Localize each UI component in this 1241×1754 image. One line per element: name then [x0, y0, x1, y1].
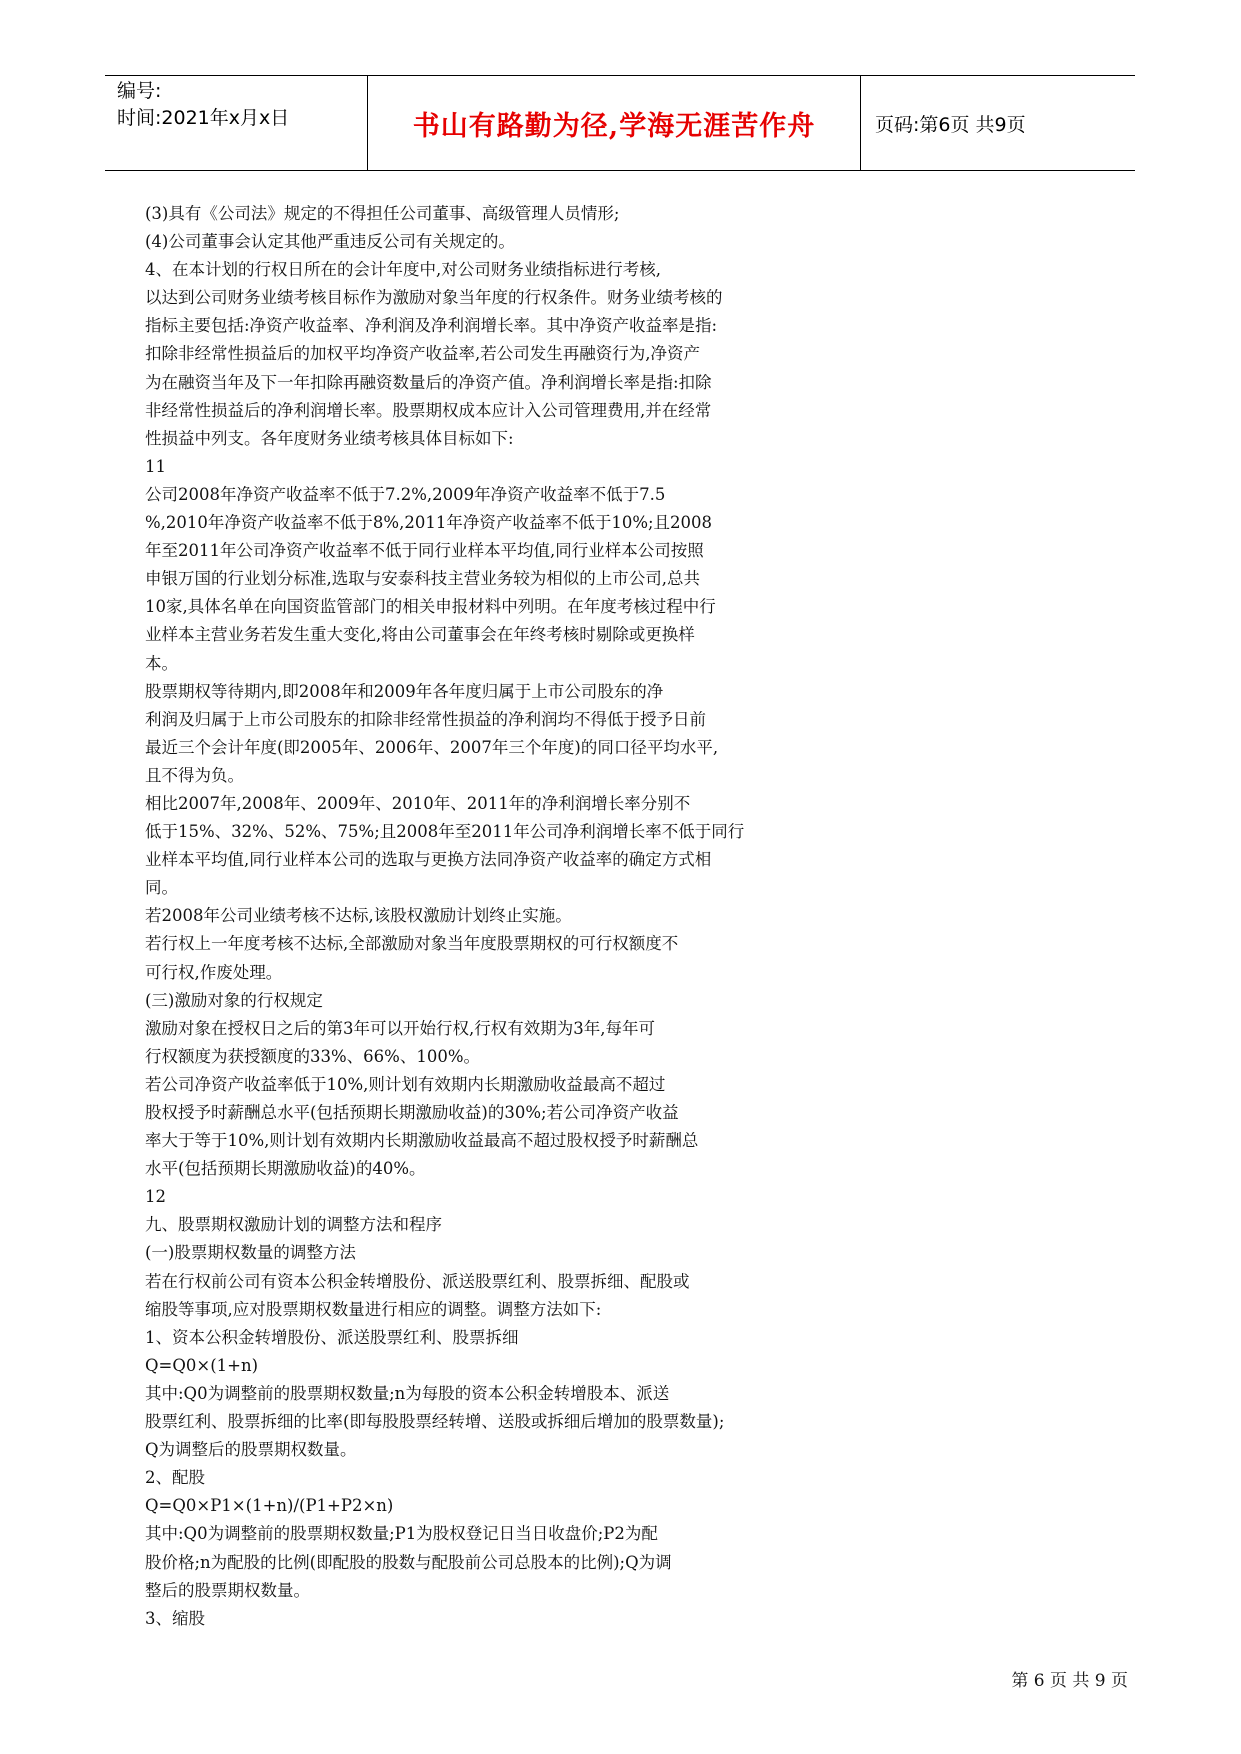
body-line: 本。: [145, 653, 178, 673]
body-line: 九、股票期权激励计划的调整方法和程序: [145, 1215, 442, 1235]
body-line: 股价格;n为配股的比例(即配股的股数与配股前公司总股本的比例);Q为调: [145, 1552, 672, 1572]
body-line: (一)股票期权数量的调整方法: [145, 1243, 356, 1263]
page-header: [105, 75, 1135, 171]
body-line: 整后的股票期权数量。: [145, 1580, 310, 1600]
body-line: 其中:Q0为调整前的股票期权数量;n为每股的资本公积金转增股本、派送: [145, 1383, 670, 1403]
body-line: 且不得为负。: [145, 765, 244, 785]
body-line: (4)公司董事会认定其他严重违反公司有关规定的。: [145, 232, 515, 252]
body-line: 非经常性损益后的净利润增长率。股票期权成本应计入公司管理费用,并在经常: [145, 400, 712, 420]
body-line: 相比2007年,2008年、2009年、2010年、2011年的净利润增长率分别不: [145, 793, 691, 813]
document-number-label: 编号:: [117, 80, 162, 102]
body-line: 利润及归属于上市公司股东的扣除非经常性损益的净利润均不得低于授予日前: [145, 709, 706, 729]
body-line: %,2010年净资产收益率不低于8%,2011年净资产收益率不低于10%;且2008: [145, 513, 713, 533]
body-line: 若行权上一年度考核不达标,全部激励对象当年度股票期权的可行权额度不: [145, 934, 679, 954]
body-line: 行权额度为获授额度的33%、66%、100%。: [145, 1046, 481, 1066]
header-meta: [105, 76, 368, 170]
body-line: 最近三个会计年度(即2005年、2006年、2007年三个年度)的同口径平均水平,: [145, 737, 719, 757]
body-line: 4、在本计划的行权日所在的会计年度中,对公司财务业绩指标进行考核,: [145, 260, 661, 280]
body-line: 若2008年公司业绩考核不达标,该股权激励计划终止实施。: [145, 906, 572, 926]
body-line: Q=Q0×P1×(1+n)/(P1+P2×n): [145, 1496, 394, 1516]
header-motto: 书山有路勤为径,学海无涯苦作舟: [368, 76, 861, 170]
page-footer: 第 6 页 共 9 页: [1011, 1671, 1128, 1691]
body-line: 其中:Q0为调整前的股票期权数量;P1为股权登记日当日收盘价;P2为配: [145, 1524, 658, 1544]
header-page-code: 页码:第6页 共9页: [875, 113, 1026, 136]
document-body: [145, 200, 905, 1633]
body-line: 年至2011年公司净资产收益率不低于同行业样本平均值,同行业样本公司按照: [145, 541, 704, 561]
body-line: (三)激励对象的行权规定: [145, 990, 323, 1010]
body-line: 可行权,作废处理。: [145, 962, 283, 982]
body-line: 以达到公司财务业绩考核目标作为激励对象当年度的行权条件。财务业绩考核的: [145, 288, 723, 308]
body-line: 股票红利、股票拆细的比率(即每股股票经转增、送股或拆细后增加的股票数量);: [145, 1412, 725, 1432]
body-line: 水平(包括预期长期激励收益)的40%。: [145, 1159, 426, 1179]
body-line: 12: [145, 1187, 166, 1207]
body-line: 率大于等于10%,则计划有效期内长期激励收益最高不超过股权授予时薪酬总: [145, 1131, 699, 1151]
body-line: 业样本主营业务若发生重大变化,将由公司董事会在年终考核时剔除或更换样: [145, 625, 695, 645]
body-line: (3)具有《公司法》规定的不得担任公司董事、高级管理人员情形;: [145, 204, 620, 223]
body-line: 申银万国的行业划分标准,选取与安泰科技主营业务较为相似的上市公司,总共: [145, 569, 700, 589]
body-line: 指标主要包括:净资产收益率、净利润及净利润增长率。其中净资产收益率是指:: [145, 316, 718, 336]
body-line: 1、资本公积金转增股份、派送股票红利、股票拆细: [145, 1327, 519, 1347]
body-line: 为在融资当年及下一年扣除再融资数量后的净资产值。净利润增长率是指:扣除: [145, 372, 712, 392]
body-line: Q=Q0×(1+n): [145, 1355, 259, 1375]
body-line: 扣除非经常性损益后的加权平均净资产收益率,若公司发生再融资行为,净资产: [145, 344, 700, 364]
body-line: 同。: [145, 878, 178, 898]
body-line: 若公司净资产收益率低于10%,则计划有效期内长期激励收益最高不超过: [145, 1074, 666, 1094]
body-line: 股票期权等待期内,即2008年和2009年各年度归属于上市公司股东的净: [145, 681, 664, 701]
body-line: 10家,具体名单在向国资监管部门的相关申报材料中列明。在年度考核过程中行: [145, 597, 716, 617]
body-line: 性损益中列支。各年度财务业绩考核具体目标如下:: [145, 428, 514, 448]
body-line: 缩股等事项,应对股票期权数量进行相应的调整。调整方法如下:: [145, 1299, 602, 1319]
body-line: 3、缩股: [145, 1608, 205, 1628]
body-line: 激励对象在授权日之后的第3年可以开始行权,行权有效期为3年,每年可: [145, 1018, 655, 1038]
body-line: 低于15%、32%、52%、75%;且2008年至2011年公司净利润增长率不低于同行: [145, 822, 745, 842]
body-line: Q为调整后的股票期权数量。: [145, 1440, 357, 1460]
document-time-label: 时间:2021年x月x日: [117, 107, 290, 129]
body-line: 若在行权前公司有资本公积金转增股份、派送股票红利、股票拆细、配股或: [145, 1271, 690, 1291]
body-line: 11: [145, 456, 166, 476]
body-line: 2、配股: [145, 1468, 205, 1488]
body-line: 业样本平均值,同行业样本公司的选取与更换方法同净资产收益率的确定方式相: [145, 850, 712, 870]
body-line: 股权授予时薪酬总水平(包括预期长期激励收益)的30%;若公司净资产收益: [145, 1103, 679, 1122]
body-line: 公司2008年净资产收益率不低于7.2%,2009年净资产收益率不低于7.5: [145, 484, 666, 504]
